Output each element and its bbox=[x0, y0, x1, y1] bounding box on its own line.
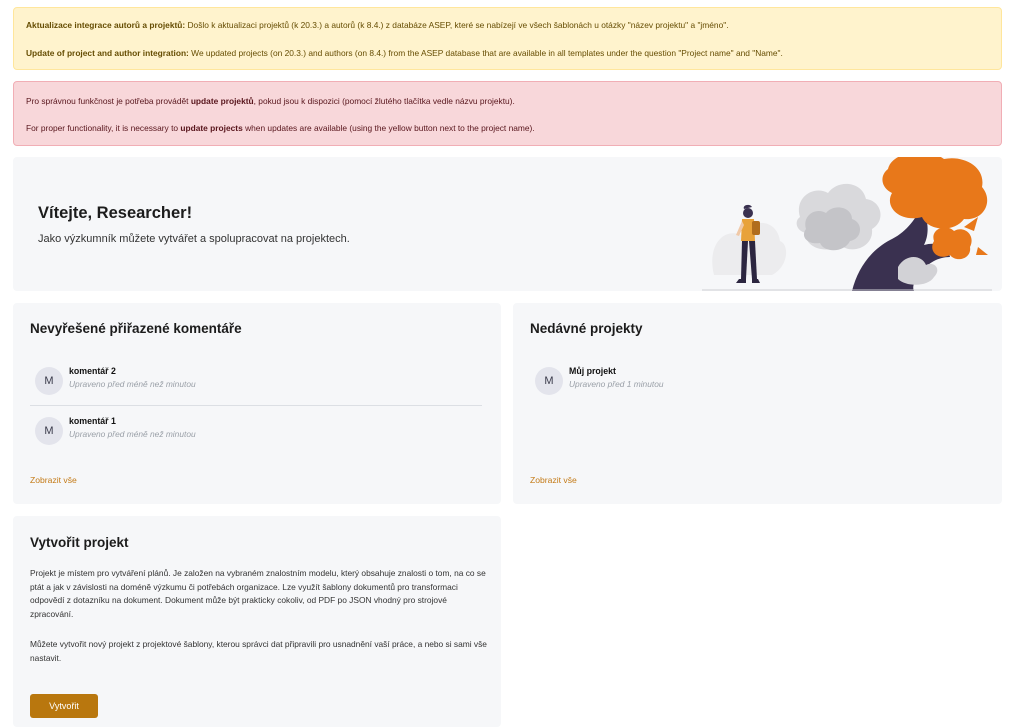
create-project-hint: Můžete vytvořit nový projekt z projektové šablony, kterou správci dat připravili pro usnadnění vaší práce, a nebo si sami vše nastavit. bbox=[30, 639, 487, 663]
update-alert-cs-post: , pokud jsou k dispozici (pomocí žlutého tlačítka vedle názvu projektu). bbox=[253, 96, 515, 106]
comments-view-all-link[interactable]: Zobrazit vše bbox=[30, 475, 77, 485]
create-project-title: Vytvořit projekt bbox=[30, 535, 129, 550]
update-alert-cs bbox=[26, 96, 515, 106]
comment-title[interactable]: komentář 1 bbox=[69, 416, 116, 426]
avatar: M bbox=[35, 367, 63, 395]
comment-title[interactable]: komentář 2 bbox=[69, 366, 116, 376]
comment-updated: Upraveno před méně než minutou bbox=[69, 379, 196, 389]
researcher-illustration bbox=[702, 157, 992, 291]
integration-alert-en bbox=[26, 48, 783, 58]
comments-title: Nevyřešené přiřazené komentáře bbox=[30, 321, 242, 336]
update-alert-en-pre: For proper functionality, it is necessary to bbox=[26, 123, 181, 133]
integration-alert-cs bbox=[26, 20, 729, 30]
recent-view-all-link[interactable]: Zobrazit vše bbox=[530, 475, 577, 485]
integration-alert-cs-text: Došlo k aktualizaci projektů (k 20.3.) a autorů (k 8.4.) z databáze ASEP, které se nabízejí ve všech šablonách u otázky "název projektu" a "jméno". bbox=[185, 20, 729, 30]
update-alert-en bbox=[26, 123, 535, 133]
integration-alert-cs-heading: Aktualizace integrace autorů a projektů: bbox=[26, 20, 186, 30]
welcome-subtitle: Jako výzkumník můžete vytvářet a spolupracovat na projektech. bbox=[38, 233, 350, 245]
comment-item[interactable] bbox=[35, 367, 482, 401]
avatar: M bbox=[35, 417, 63, 445]
create-project-card bbox=[13, 516, 501, 727]
update-projects-alert bbox=[13, 81, 1002, 146]
project-updated: Upraveno před 1 minutou bbox=[569, 379, 664, 389]
unresolved-comments-card bbox=[13, 303, 501, 504]
avatar: M bbox=[535, 367, 563, 395]
create-project-description: Projekt je místem pro vytváření plánů. Je založen na vybraném znalostním modelu, který obsahuje znalosti o tom, na co se ptát a jak v závislosti na doméně výzkumu či potřebách organizace. Lze využít šablony dokumentů pro transformaci odpovědí z dotazníku na dokument. Dokument může být prakticky cokoliv, od PDF po JSON vhodný pro strojové zpracování. bbox=[30, 568, 486, 619]
divider bbox=[30, 405, 482, 406]
welcome-title: Vítejte, Researcher! bbox=[38, 204, 193, 222]
update-alert-en-post: when updates are available (using the yellow button next to the project name). bbox=[242, 123, 535, 133]
recent-projects-title: Nedávné projekty bbox=[530, 321, 643, 336]
welcome-card bbox=[13, 157, 1002, 291]
project-title[interactable]: Můj projekt bbox=[569, 366, 616, 376]
project-item[interactable] bbox=[535, 367, 982, 401]
recent-projects-card bbox=[513, 303, 1002, 504]
update-alert-cs-bold: update projektů bbox=[190, 96, 254, 106]
update-alert-cs-pre: Pro správnou funkčnost je potřeba provádět bbox=[26, 96, 191, 106]
create-project-button[interactable]: Vytvořit bbox=[30, 694, 98, 718]
comment-updated: Upraveno před méně než minutou bbox=[69, 429, 196, 439]
integration-alert-en-heading: Update of project and author integration: bbox=[26, 48, 189, 58]
integration-alert-en-text: We updated projects (on 20.3.) and authors (on 8.4.) from the ASEP database that are available in all templates under the question "Project name" and "Name". bbox=[188, 48, 783, 58]
comment-item[interactable] bbox=[35, 417, 482, 451]
integration-update-alert bbox=[13, 7, 1002, 70]
update-alert-en-bold: update projects bbox=[180, 123, 243, 133]
